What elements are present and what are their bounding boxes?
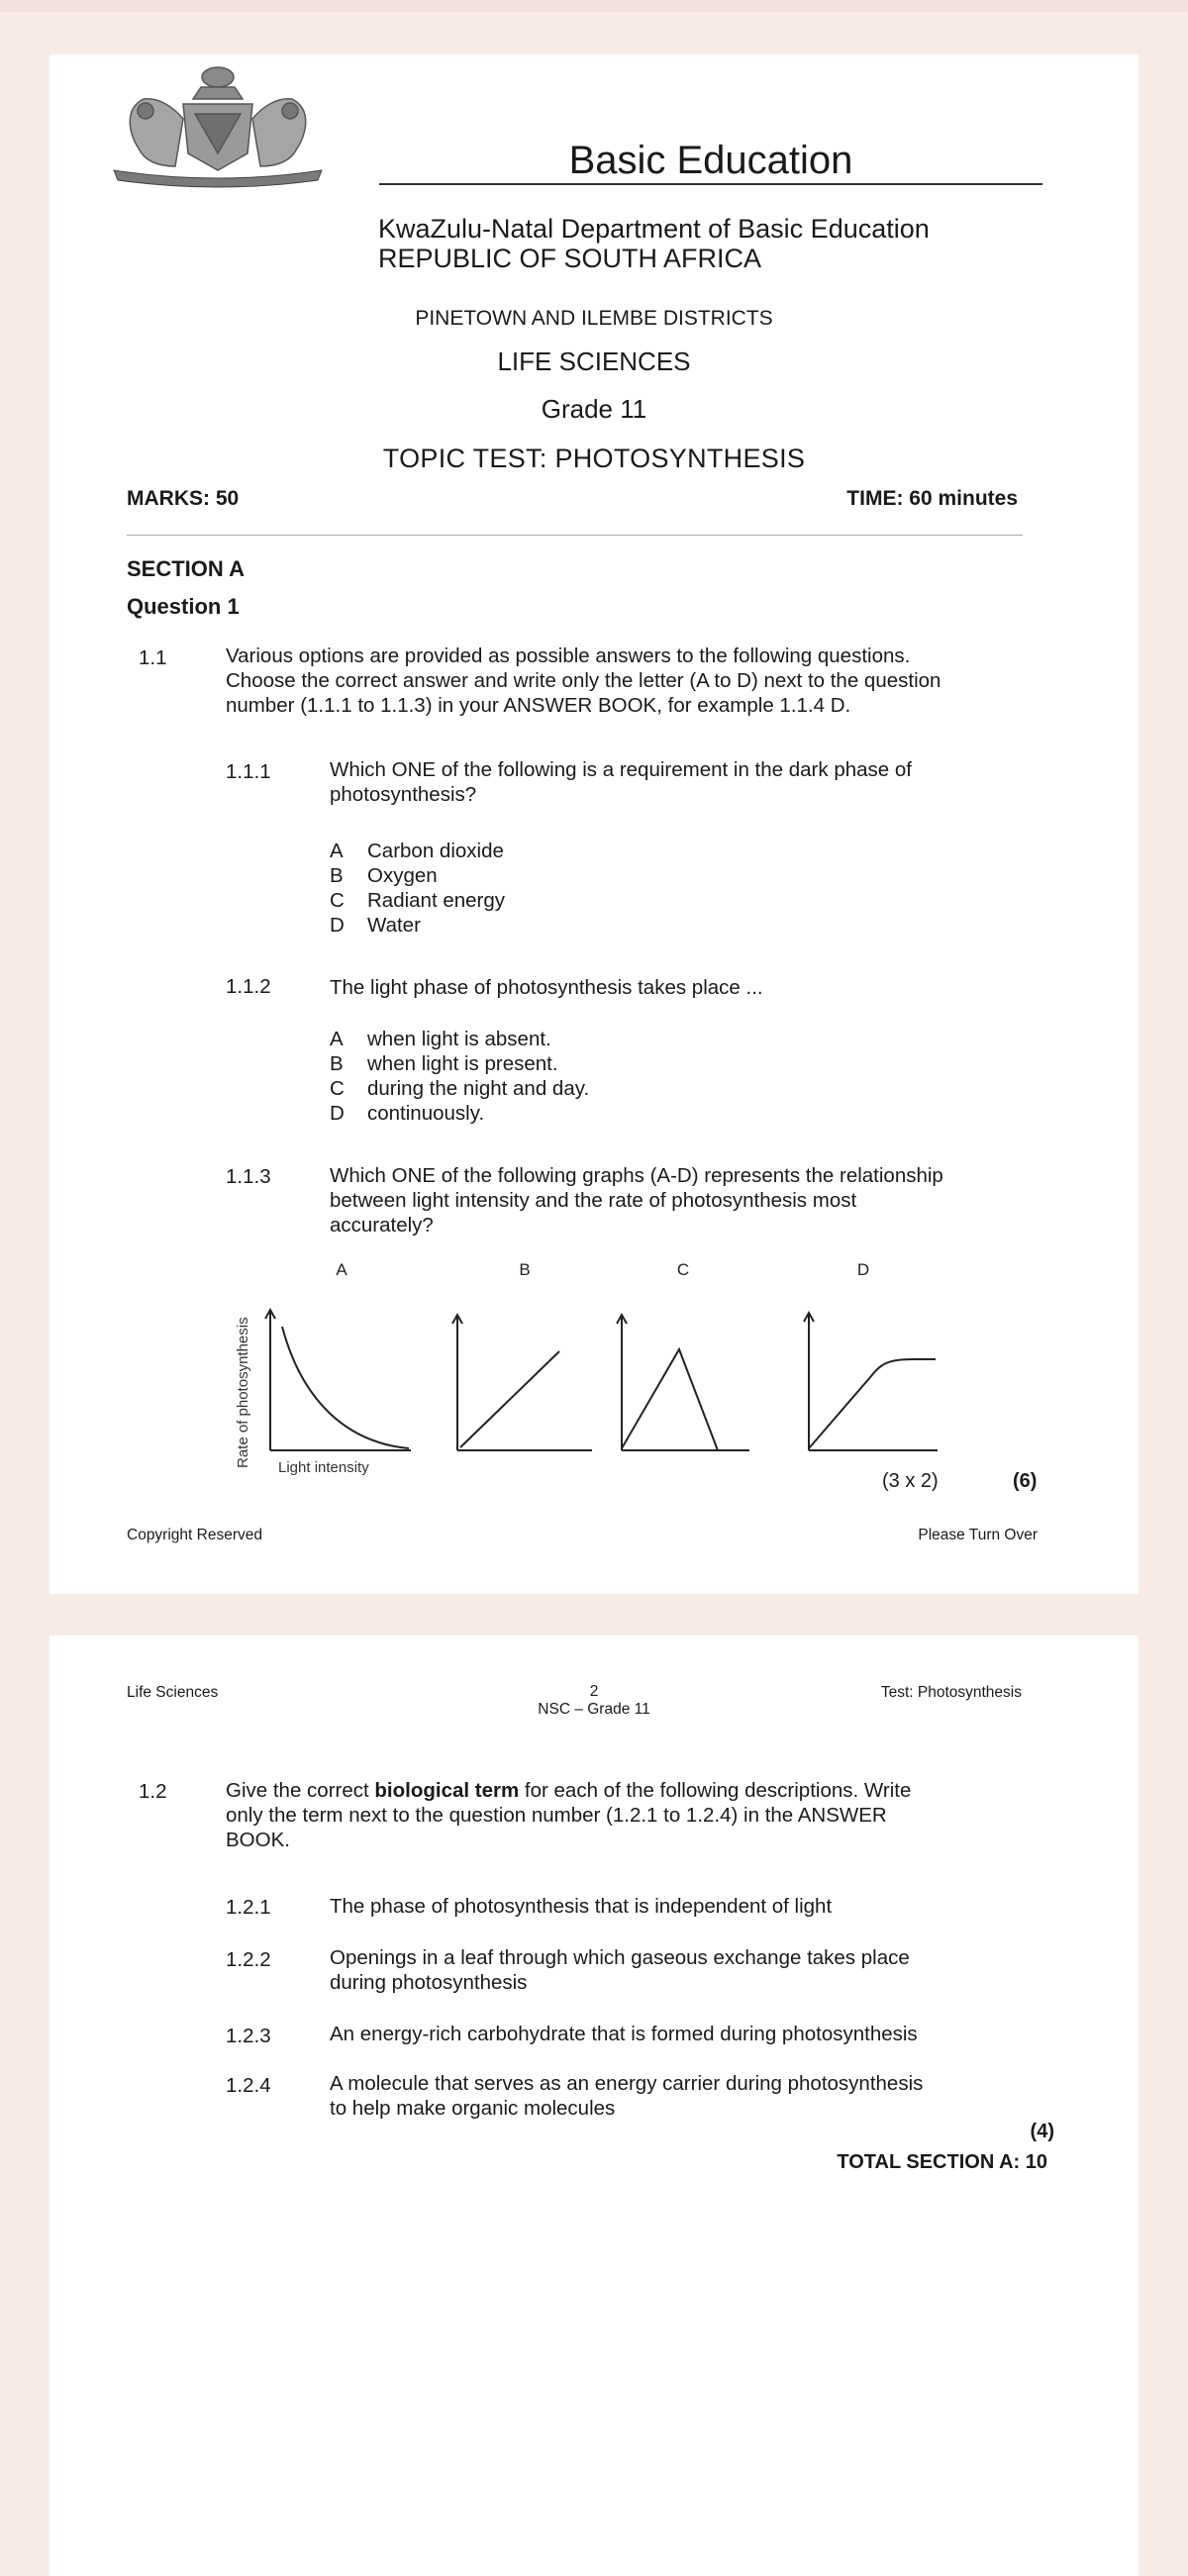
department-name: KwaZulu-Natal Department of Basic Education — [378, 214, 930, 244]
question-number: 1.2.1 — [226, 1896, 271, 1919]
marks-multiplier: (3 x 2) — [882, 1470, 939, 1492]
page-header-center — [495, 1683, 693, 1719]
option-d: D Water — [330, 914, 421, 937]
question-line: Which ONE of the following is a requirement in the dark phase of — [330, 758, 912, 781]
question-line: to help make organic molecules — [330, 2097, 616, 2120]
page-header-test: Test: Photosynthesis — [880, 1684, 1022, 1701]
question-text — [330, 975, 1023, 1000]
question-number: 1.2.4 — [226, 2074, 271, 2097]
question-line: between light intensity and the rate of photosynthesis most — [330, 1189, 857, 1212]
question-line: Which ONE of the following graphs (A-D) represents the relationship — [330, 1164, 943, 1187]
option-a: A Carbon dioxide — [330, 840, 504, 862]
question-text — [330, 757, 1023, 807]
x-axis-label: Light intensity — [278, 1459, 369, 1476]
question-number: 1.2 — [139, 1780, 167, 1803]
page-number: 2 — [589, 1683, 599, 1700]
graph-label-a: A — [336, 1260, 347, 1279]
grade-line: Grade 11 — [541, 394, 647, 424]
graph-label-c: C — [676, 1260, 690, 1279]
question-text — [330, 2071, 1023, 2121]
question-number: 1.1.1 — [226, 760, 271, 783]
question-1-heading: Question 1 — [127, 594, 240, 619]
answer-options — [330, 839, 505, 938]
coat-of-arms-logo — [84, 59, 351, 188]
question-line: The phase of photosynthesis that is independent of light — [330, 1895, 833, 1918]
question-line: during photosynthesis — [330, 1971, 528, 1994]
question-text — [330, 2022, 1023, 2046]
question-number: 1.2.2 — [226, 1948, 271, 1971]
department-block — [378, 214, 930, 273]
instruction-line: Choose the correct answer and write only the letter (A to D) next to the question — [226, 669, 941, 692]
option-b: B when light is present. — [330, 1052, 558, 1075]
republic-name: REPUBLIC OF SOUTH AFRICA — [378, 244, 762, 273]
question-text — [330, 1894, 1023, 1919]
topic-line: TOPIC TEST: PHOTOSYNTHESIS — [382, 444, 806, 473]
turn-over-footer: Please Turn Over — [918, 1527, 1038, 1543]
option-a: A when light is absent. — [330, 1028, 551, 1050]
total-marks: MARKS: 50 — [127, 487, 240, 510]
question-line: A molecule that serves as an energy carrier during photosynthesis — [330, 2072, 924, 2095]
header-divider — [127, 535, 1023, 536]
option-d: D continuously. — [330, 1102, 485, 1125]
instruction-line: BOOK. — [226, 1829, 290, 1851]
graph-a-curve — [282, 1327, 409, 1448]
graph-label-d: D — [856, 1260, 870, 1279]
question-marks: (6) — [1013, 1470, 1038, 1492]
question-number: 1.1.2 — [226, 975, 271, 998]
page-header-grade: NSC – Grade 11 — [538, 1701, 650, 1718]
question-line: accurately? — [330, 1214, 434, 1237]
answer-options — [330, 1027, 589, 1126]
question-line: The light phase of photosynthesis takes place ... — [330, 976, 763, 999]
y-axis-label: Rate of photosynthesis — [235, 1317, 251, 1468]
graph-d-line — [809, 1359, 936, 1448]
instruction-line: Give the correct biological term for each of the following descriptions. Write — [226, 1779, 912, 1802]
section-total: TOTAL SECTION A: 10 — [837, 2151, 1047, 2173]
districts-line: PINETOWN AND ILEMBE DISTRICTS — [415, 307, 773, 330]
graph-label-b: B — [519, 1260, 531, 1279]
document-title: Basic Education — [568, 139, 853, 182]
question-number: 1.2.3 — [226, 2025, 271, 2047]
subject-line: LIFE SCIENCES — [497, 347, 691, 376]
time-allowed: TIME: 60 minutes — [846, 487, 1018, 510]
option-c: C Radiant energy — [330, 889, 506, 912]
option-b: B Oxygen — [330, 864, 438, 887]
page-header-subject: Life Sciences — [127, 1684, 219, 1701]
copyright-footer: Copyright Reserved — [127, 1527, 262, 1543]
question-number: 1.1.3 — [226, 1165, 271, 1188]
question-line: Openings in a leaf through which gaseous exchange takes place — [330, 1946, 910, 1969]
top-band — [0, 0, 1188, 12]
instruction-line: only the term next to the question number (1.2.1 to 1.2.4) in the ANSWER — [226, 1804, 887, 1827]
instruction-line: number (1.1.1 to 1.1.3) in your ANSWER BOOK, for example 1.1.4 D. — [226, 694, 851, 717]
question-line: photosynthesis? — [330, 783, 477, 806]
section-a-heading: SECTION A — [127, 556, 245, 581]
question-instruction — [226, 644, 1018, 718]
graph-b-line — [460, 1351, 559, 1447]
title-underline — [379, 183, 1042, 185]
question-text — [330, 1163, 988, 1238]
question-number: 1.1 — [139, 646, 167, 669]
question-marks: (4) — [1030, 2121, 1054, 2142]
instruction-line: Various options are provided as possible answers to the following questions. — [226, 644, 911, 667]
graphs-figure — [228, 1252, 980, 1490]
question-instruction — [226, 1778, 988, 1852]
question-text — [330, 1945, 1023, 1995]
graph-c-line — [622, 1349, 718, 1450]
question-line: An energy-rich carbohydrate that is formed during photosynthesis — [330, 2023, 918, 2045]
option-c: C during the night and day. — [330, 1077, 590, 1100]
